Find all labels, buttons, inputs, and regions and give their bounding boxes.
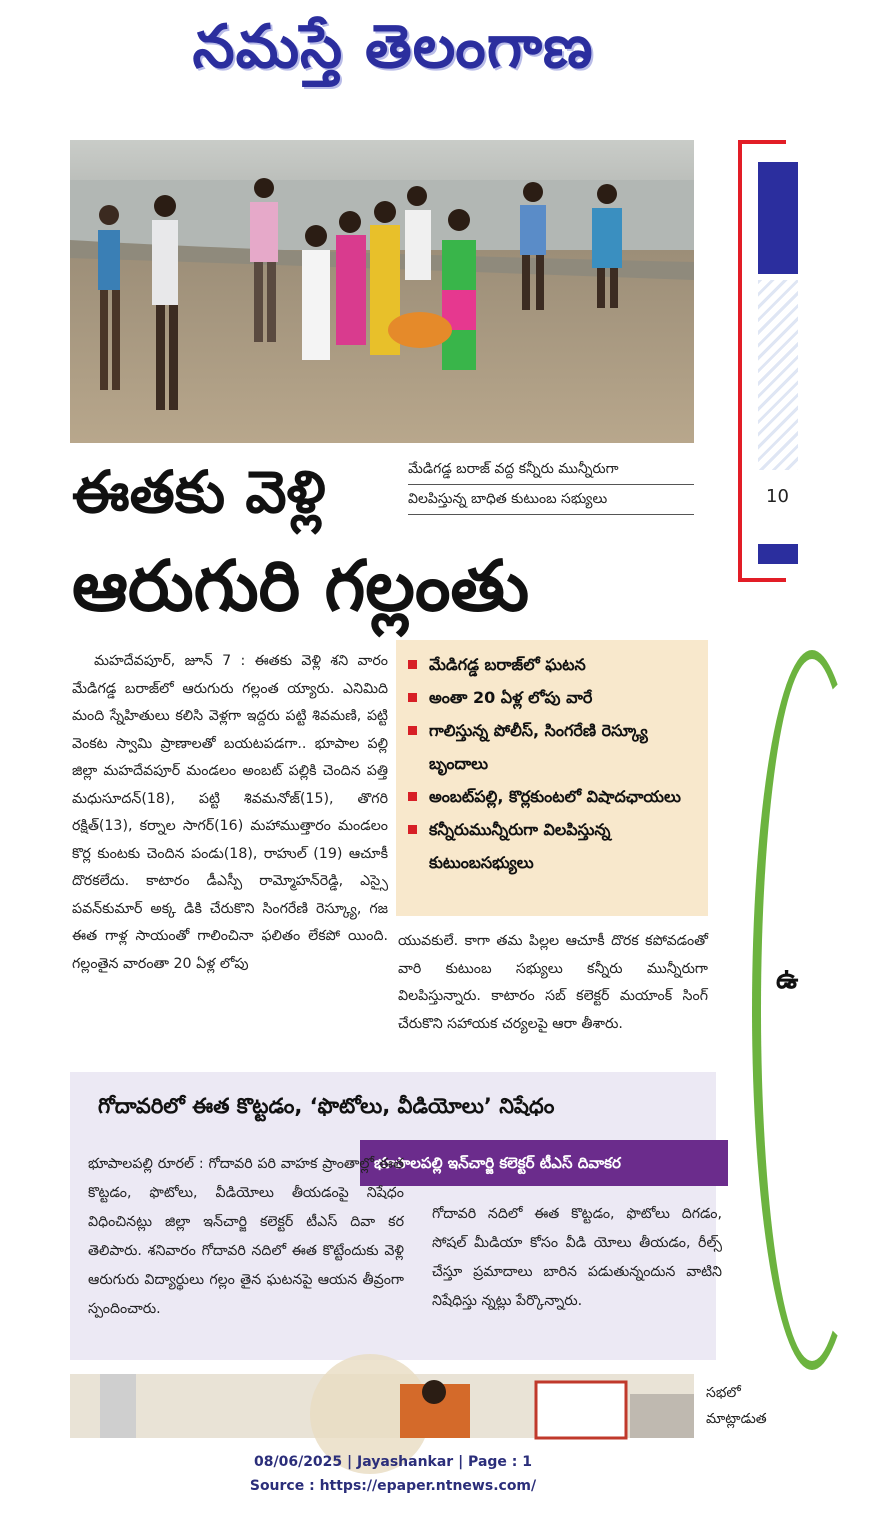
highlight-text: కన్నీరుమున్నీరుగా విలపిస్తున్న కుటుంబసభ్యులు (429, 820, 611, 872)
highlight-text: అంతా 20 ఏళ్ల లోపు వారే (429, 688, 593, 707)
adjacent-caption-line1: సభలో (706, 1385, 741, 1401)
adjacent-ad-strip (758, 544, 798, 564)
sidebar-body-right: గోదావరి నదిలో ఈత కొట్టడం, ఫొటోలు దిగడం, సోషల్ మీడియా కోసం వీడి యోలు తీయడం, రీల్స్ చేస్తూ ప్రమాదాలు బారిన పడుతున్నందున వాటిని నిషేధిస్తు న్నట్లు పేర్కొన్నారు. (432, 1206, 722, 1309)
adjacent-caption-line2: మాట్లాడుత (706, 1411, 767, 1427)
article-body-left (72, 648, 388, 978)
bullet-icon (408, 726, 417, 735)
adjacent-ad-frame (738, 140, 789, 582)
news-photo-image (70, 140, 694, 443)
bullet-icon (408, 792, 417, 801)
bottom-photo-image (70, 1374, 694, 1438)
highlight-item (406, 780, 698, 813)
photo-caption-line1: మేడిగడ్డ బరాజ్ వద్ద కన్నీరు మున్నీరుగా (408, 455, 694, 485)
news-photo (70, 140, 694, 443)
bullet-icon (408, 660, 417, 669)
masthead-title: నమస్తే తెలంగాణ (192, 12, 594, 82)
masthead (0, 0, 786, 110)
sidebar-body-left: భూపాలపల్లి రూరల్ : గోదావరి పరి వాహక ప్రాంతాల్లో ఈత కొట్టడం, ఫొటోలు, వీడియోలు తీయడంపై నిషేధం విధించినట్లు జిల్లా ఇన్‌చార్జి కలెక్టర్ టీఎస్ దివా కర తెలిపారు. శనివారం గోదావరి నదిలో ఈత కొట్టేందుకు వెళ్లి ఆరుగురు విద్యార్థులు గల్లం తైన ఘటనపై ఆయన తీవ్రంగా స్పందించారు. (88, 1156, 404, 1317)
highlight-item (406, 648, 698, 681)
adjacent-green-arc (752, 650, 872, 1370)
article-paragraph-left: మహదేవపూర్, జూన్ 7 : ఈతకు వెళ్లి శని వారం మేడిగడ్డ బరాజ్‌లో ఆరుగురు గల్లంత య్యారు. ఎనిమిది మంది స్నేహితులు కలిసి వెళ్లగా ఇద్దరు పట్టి శివమణి, పట్టి వెంకట స్వామి ప్రాణాలతో బయటపడగా.. భూపాల పల్లి జిల్లా మహదేవపూర్ మండలం అంబట్ పల్లికి చెందిన పత్తి మధుసూదన్(18), పట్టి శివమనోజ్(15), తొగరి రక్షిత్(13), కర్నాల సాగర్(16) మహాముత్తారం మండలం కొర్ల కుంటకు చెందిన పండు(18), రాహుల్ (19) ఆచూకీ దొరకలేదు. కాటారం డీఎస్పీ రామ్మోహన్‌రెడ్డి, ఎస్సై పవన్‌కుమార్ అక్క డికి చేరుకొని సింగరేణి రెస్క్యూ, గజ ఈత గాళ్ల సాయంతో గాలించినా ఫలితం లేకపో యింది. గల్లంతైన వారంతా 20 ఏళ్ల లోపు (72, 653, 388, 972)
adjacent-ad-block (758, 162, 798, 274)
headline-line1: ఈతకు వెళ్లి (72, 458, 326, 526)
sidebar-byline: భూపాలపల్లి ఇన్‌చార్జి కలెక్టర్ టీఎస్ దివాకర (360, 1140, 728, 1186)
bottom-photo (70, 1374, 694, 1438)
bullet-icon (408, 825, 417, 834)
highlight-item (406, 714, 698, 780)
adjacent-caption (706, 1380, 786, 1432)
adjacent-glyph: ఉ (776, 962, 799, 995)
headline-line2: ఆరుగురి గల్లంతు (72, 545, 530, 627)
highlight-item (406, 681, 698, 714)
highlights-box (396, 640, 708, 916)
highlight-item (406, 813, 698, 879)
adjacent-ad-pattern (758, 280, 798, 470)
photo-caption (408, 455, 694, 515)
highlight-text: గాలిస్తున్న పోలీస్, సింగరేణి రెస్క్యూ బృందాలు (429, 721, 648, 773)
footer-source: Source : https://epaper.ntnews.com/ (249, 1478, 537, 1494)
sidebar-headline: గోదావరిలో ఈత కొట్టడం, ‘ఫొటోలు, వీడియోలు’ నిషేధం (98, 1094, 555, 1118)
adjacent-ad-number: 10 (766, 486, 789, 507)
highlight-text: అంబట్‌పల్లి, కొర్లకుంటలో విషాదఛాయలు (429, 787, 681, 806)
photo-caption-line2: విలపిస్తున్న బాధిత కుటుంబ సభ్యులు (408, 485, 694, 515)
article-body-right: యువకులే. కాగా తమ పిల్లల ఆచూకీ దొరక కపోవడంతో వారి కుటుంబ సభ్యులు కన్నీరు మున్నీరుగా విలపిస్తున్నారు. కాటారం సబ్ కలెక్టర్ మయాంక్ సింగ్ చేరుకొని సహాయక చర్యలపై ఆరా తీశారు. (398, 933, 708, 1032)
footer-date-edition: 08/06/2025 | Jayashankar | Page : 1 (254, 1454, 532, 1470)
bullet-icon (408, 693, 417, 702)
highlight-text: మేడిగడ్డ బరాజ్‌లో ఘటన (429, 655, 586, 674)
